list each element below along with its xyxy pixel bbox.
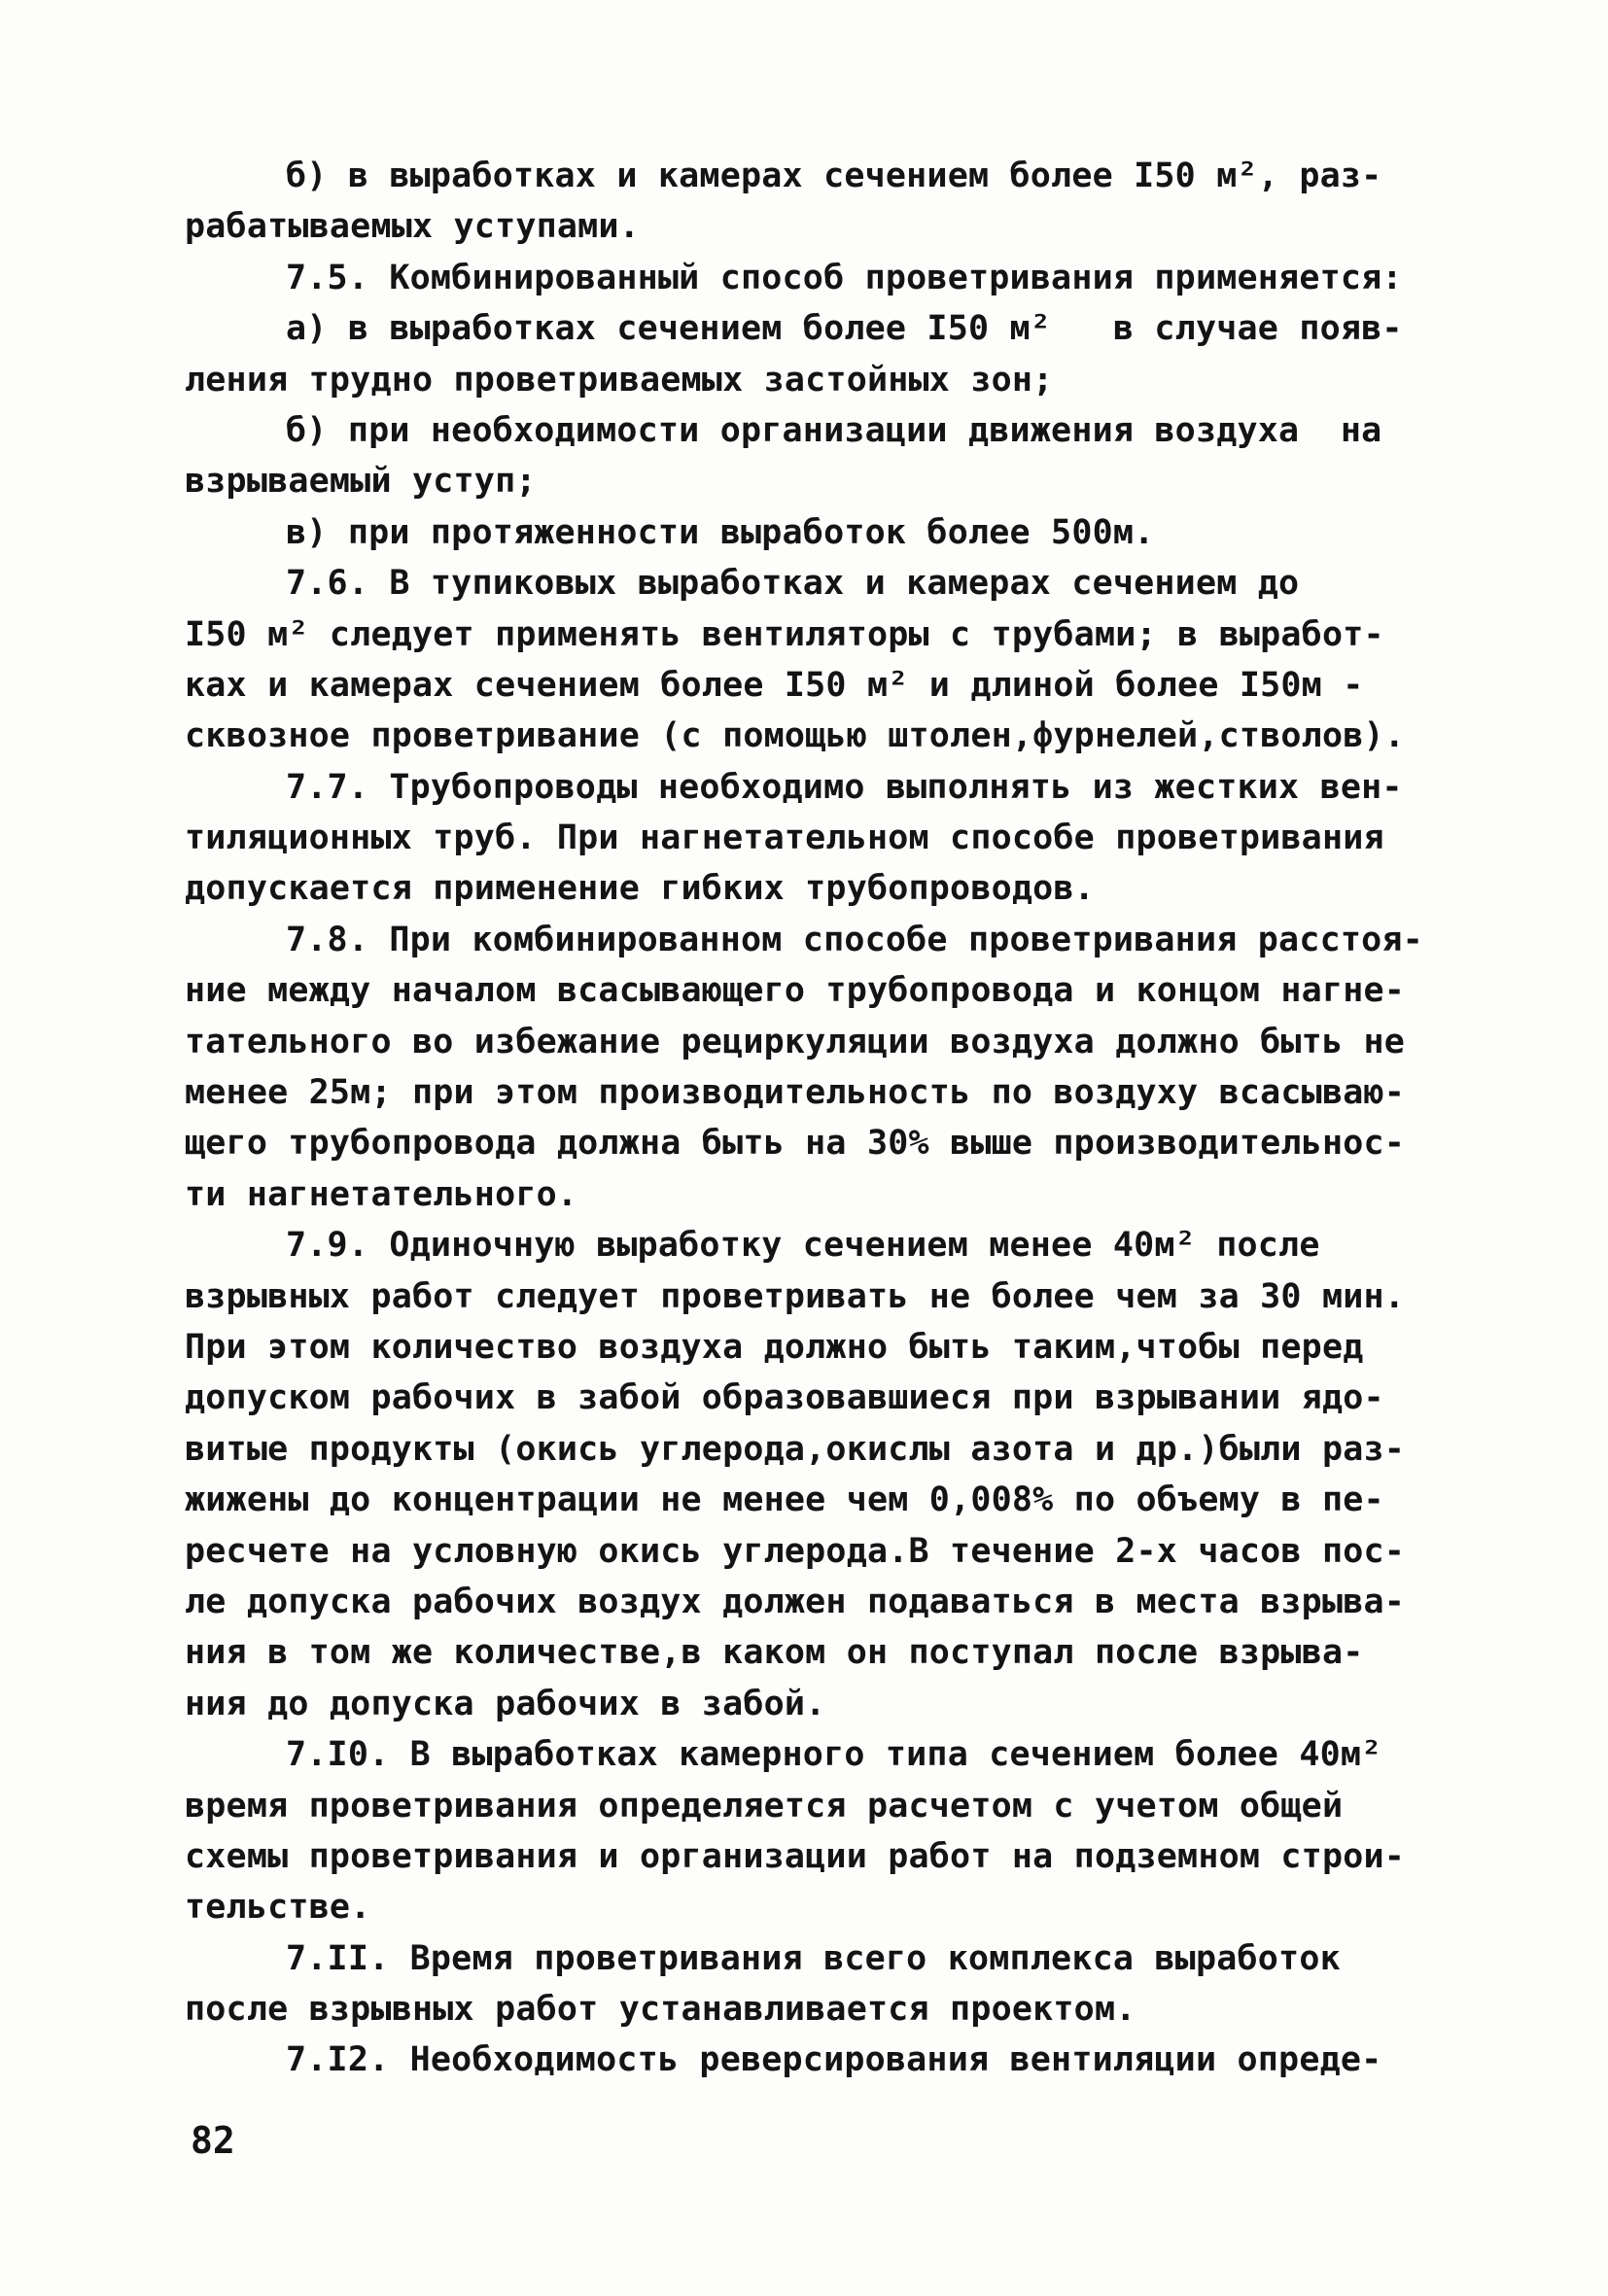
text-line: б) в выработках и камерах сечением более I50 м², раз-: [286, 157, 1382, 195]
text-line: I50 м² следует применять вентиляторы с трубами; в выработ-: [185, 614, 1384, 654]
text-line: тиляционных труб. При нагнетательном способе проветривания: [185, 818, 1384, 858]
text-line: рабатываемых уступами.: [185, 207, 640, 247]
text-line: ния в том же количестве,в каком он поступал после взрыва-: [185, 1633, 1364, 1673]
text-line: время проветривания определяется расчетом с учетом общей: [185, 1786, 1344, 1826]
text-line: взрываемый уступ;: [185, 462, 537, 502]
text-line: в) при протяженности выработок более 500м.: [286, 512, 1155, 552]
text-line: ти нагнетательного.: [185, 1174, 578, 1214]
text-line: взрывных работ следует проветривать не более чем за 30 мин.: [185, 1276, 1406, 1316]
text-line: ках и камерах сечением более I50 м² и длиной более I50м -: [185, 665, 1364, 705]
text-line: 7.5. Комбинированный способ проветривания применяется:: [286, 258, 1403, 297]
text-line: 7.8. При комбинированном способе проветривания расстоя-: [286, 920, 1423, 959]
text-line: 7.6. В тупиковых выработках и камерах сечением до: [286, 564, 1300, 604]
text-line: жижены до концентрации не менее чем 0,008% по объему в пе-: [185, 1480, 1384, 1520]
text-line: витые продукты (окись углерода,окислы азота и др.)были раз-: [185, 1429, 1406, 1469]
text-line: При этом количество воздуха должно быть таким,чтобы перед: [185, 1327, 1364, 1367]
text-line: менее 25м; при этом производительность по воздуху всасываю-: [185, 1073, 1406, 1113]
text-line: 7.9. Одиночную выработку сечением менее 40м² после: [286, 1226, 1320, 1266]
text-line: 7.7. Трубопроводы необходимо выполнять из жестких вен-: [286, 767, 1403, 807]
text-line: сквозное проветривание (с помощью штолен,фурнелей,стволов).: [185, 716, 1406, 756]
text-line: ле допуска рабочих воздух должен подаваться в места взрыва-: [185, 1582, 1406, 1621]
text-line: тельстве.: [185, 1888, 371, 1928]
text-line: щего трубопровода должна быть на 30% выше производительнос-: [185, 1124, 1406, 1164]
text-line: 7.I0. В выработках камерного типа сечением более 40м²: [286, 1735, 1382, 1775]
text-line: а) в выработках сечением более I50 м² в случае появ-: [286, 309, 1403, 349]
text-line: после взрывных работ устанавливается проектом.: [185, 1990, 1136, 2030]
text-line: ления трудно проветриваемых застойных зон;: [185, 360, 1054, 400]
text-line: схемы проветривания и организации работ на подземном строи-: [185, 1836, 1406, 1876]
text-line: ние между началом всасывающего трубопровода и концом нагне-: [185, 971, 1406, 1011]
text-line: допуском рабочих в забой образовавшиеся при взрывании ядо-: [185, 1378, 1384, 1418]
text-line: 7.I2. Необходимость реверсирования вентиляции опреде-: [286, 2040, 1382, 2080]
text-line: 7.II. Время проветривания всего комплекса выработок: [286, 1938, 1341, 1978]
text-line: допускается применение гибких трубопроводов.: [185, 869, 1095, 909]
text-line: б) при необходимости организации движения воздуха на: [286, 410, 1382, 450]
page-number: 82: [191, 2119, 235, 2162]
text-line: ресчете на условную окись углерода.В течение 2-х часов пос-: [185, 1531, 1406, 1571]
body-text: [185, 151, 1439, 2086]
text-line: тательного во избежание рециркуляции воздуха должно быть не: [185, 1022, 1406, 1061]
text-line: ния до допуска рабочих в забой.: [185, 1684, 826, 1723]
